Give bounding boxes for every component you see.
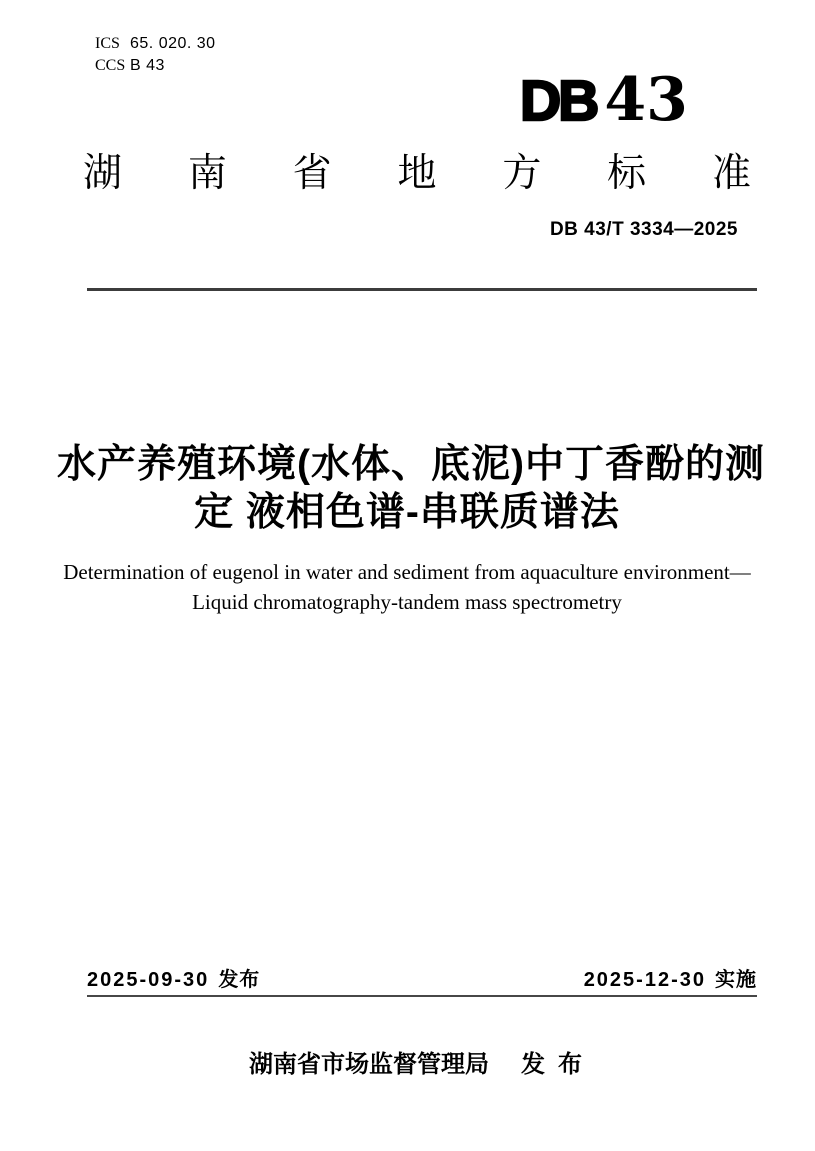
publisher-name: 湖南省市场监督管理局 [249,1051,489,1078]
title-zh-line1: 水产养殖环境(水体、底泥)中丁香酚的测 [57,443,765,486]
issue-date-item [87,963,260,992]
ics-label: ICS [95,35,120,52]
db43-logo [520,65,688,135]
header-rule [87,288,757,291]
title-en-line1: Determination of eugenol in water and sediment from aquaculture environment— [63,560,751,584]
issue-date: 2025-09-30 [87,969,210,991]
standard-type-title: 湖 南 省 地 方 标 准 [83,152,751,195]
ccs-line [95,55,216,77]
ccs-code: B 43 [130,57,165,74]
title-zh-line2: 定 液相色谱-串联质谱法 [194,491,620,534]
db43-logo-prefix: DB [520,69,597,133]
document-title-en [57,557,757,617]
document-title-zh [57,441,765,537]
title-en-line2: Liquid chromatography-tandem mass spectrometry [192,590,622,614]
ics-line [95,33,216,55]
db43-logo-number: 43 [604,65,688,135]
publisher-row [87,1044,757,1079]
issue-label: 发布 [218,969,261,991]
ics-code: 65. 020. 30 [130,35,216,52]
classification-block [95,33,216,77]
implement-date: 2025-12-30 [583,969,706,991]
implement-date-item [584,963,757,992]
publish-action-label: 发布 [521,1051,595,1078]
footer-rule [87,995,757,997]
ccs-label: CCS [95,57,126,74]
standard-number: DB 43/T 3334—2025 [549,219,738,240]
implement-label: 实施 [715,969,757,991]
date-row [87,963,757,992]
